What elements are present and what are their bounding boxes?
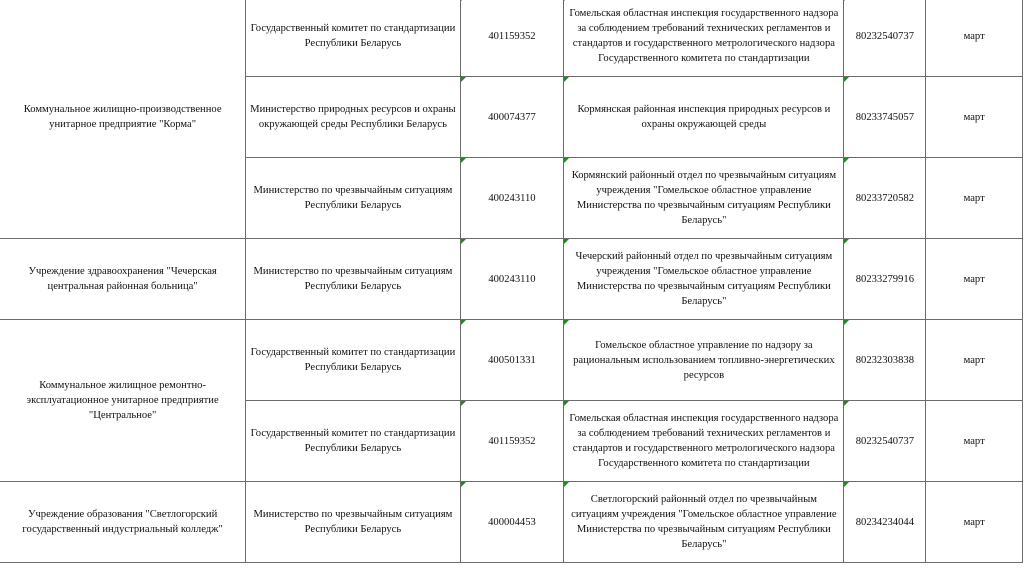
month-cell[interactable]: март (926, 320, 1023, 401)
unp-cell[interactable]: 400243110 (460, 158, 564, 239)
inspection-body-cell[interactable]: Кормянский районный отдел по чрезвычайным ситуациям учреждения "Гомельское областное управление Министерства по чрезвычайным ситуациям Республики Беларусь" (564, 158, 844, 239)
unp-cell[interactable]: 400074377 (460, 77, 564, 158)
ministry-cell[interactable]: Министерство природных ресурсов и охраны окружающей среды Республики Беларусь (246, 77, 460, 158)
unp-cell[interactable]: 400501331 (460, 320, 564, 401)
month-cell[interactable]: март (926, 482, 1023, 563)
inspection-body-cell[interactable]: Кормянская районная инспекция природных ресурсов и охраны окружающей среды (564, 77, 844, 158)
month-cell[interactable]: март (926, 239, 1023, 320)
phone-cell[interactable]: 80232303838 (844, 320, 926, 401)
ministry-cell[interactable]: Министерство по чрезвычайным ситуациям Республики Беларусь (246, 239, 460, 320)
table-row (0, 482, 1023, 563)
month-cell[interactable]: март (926, 401, 1023, 482)
inspection-body-cell[interactable]: Светлогорский районный отдел по чрезвычайным ситуациям учреждения "Гомельское областное управление Министерства по чрезвычайным ситуациям Республики Беларусь" (564, 482, 844, 563)
organization-cell[interactable]: Коммунальное жилищное ремонтно-эксплуатационное унитарное предприятие "Центральное" (0, 320, 246, 482)
ministry-cell[interactable]: Министерство по чрезвычайным ситуациям Республики Беларусь (246, 158, 460, 239)
inspection-body-cell[interactable]: Гомельская областная инспекция государственного надзора за соблюдением требований технических регламентов и стандартов и государственного метрологического надзора Государственного комитета по стандартизации (564, 401, 844, 482)
ministry-cell[interactable]: Государственный комитет по стандартизации Республики Беларусь (246, 401, 460, 482)
table-row (0, 0, 1023, 77)
phone-cell[interactable]: 80233279916 (844, 239, 926, 320)
inspection-body-cell[interactable]: Гомельская областная инспекция государственного надзора за соблюдением требований технических регламентов и стандартов и государственного метрологического надзора Государственного комитета по стандартизации (564, 0, 844, 77)
month-cell[interactable]: март (926, 0, 1023, 77)
ministry-cell[interactable]: Государственный комитет по стандартизации Республики Беларусь (246, 320, 460, 401)
phone-cell[interactable]: 80232540737 (844, 0, 926, 77)
phone-cell[interactable]: 80233720582 (844, 158, 926, 239)
ministry-cell[interactable]: Министерство по чрезвычайным ситуациям Республики Беларусь (246, 482, 460, 563)
ministry-cell[interactable]: Государственный комитет по стандартизации Республики Беларусь (246, 0, 460, 77)
inspection-body-cell[interactable]: Гомельское областное управление по надзору за рациональным использованием топливно-энергетических ресурсов (564, 320, 844, 401)
table-row (0, 239, 1023, 320)
phone-cell[interactable]: 80234234044 (844, 482, 926, 563)
unp-cell[interactable]: 400004453 (460, 482, 564, 563)
organization-cell[interactable]: Коммунальное жилищно-производственное унитарное предприятие "Корма" (0, 0, 246, 239)
month-cell[interactable]: март (926, 77, 1023, 158)
inspection-body-cell[interactable]: Чечерский районный отдел по чрезвычайным ситуациям учреждения "Гомельское областное управление Министерства по чрезвычайным ситуациям Республики Беларусь" (564, 239, 844, 320)
month-cell[interactable]: март (926, 158, 1023, 239)
phone-cell[interactable]: 80232540737 (844, 401, 926, 482)
unp-cell[interactable]: 401159352 (460, 401, 564, 482)
organization-cell[interactable]: Учреждение здравоохранения "Чечерская центральная районная больница" (0, 239, 246, 320)
phone-cell[interactable]: 80233745057 (844, 77, 926, 158)
unp-cell[interactable]: 401159352 (460, 0, 564, 77)
organization-cell[interactable]: Учреждение образования "Светлогорский государственный индустриальный колледж" (0, 482, 246, 563)
unp-cell[interactable]: 400243110 (460, 239, 564, 320)
table-row (0, 320, 1023, 401)
